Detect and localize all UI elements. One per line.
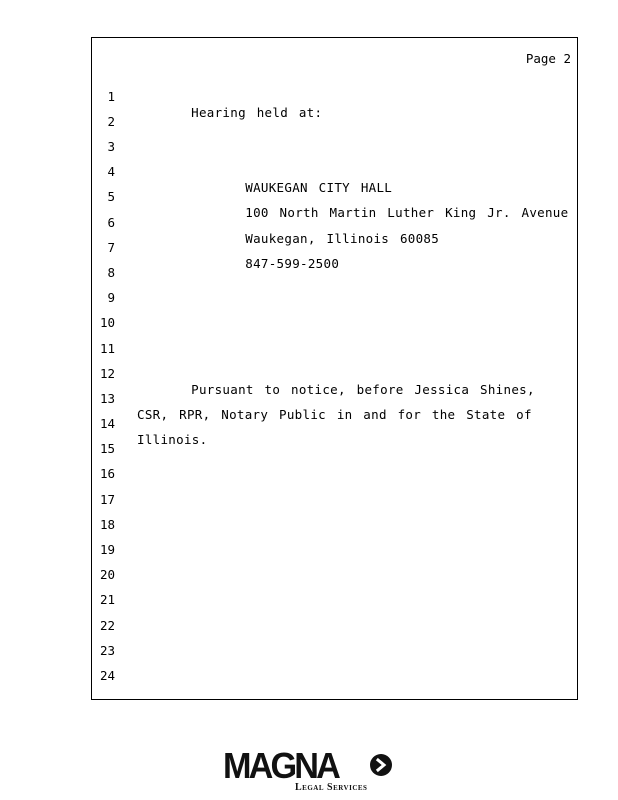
line-number: 18	[99, 517, 115, 532]
line-number: 14	[99, 416, 115, 431]
transcript-line	[92, 274, 137, 305]
line-number: 12	[99, 366, 115, 381]
line-text: 100 North Martin Luther King Jr. Avenue	[137, 205, 569, 220]
logo-subtext: Legal Services	[295, 782, 368, 793]
transcript-line	[92, 98, 137, 129]
chevron-right-icon	[370, 754, 392, 776]
transcript-line	[92, 249, 137, 280]
transcript-line	[92, 299, 137, 330]
line-text: Waukegan, Illinois 60085	[137, 231, 440, 246]
line-number: 19	[99, 542, 115, 557]
chevron-right-circle-icon	[370, 754, 392, 776]
magna-logo	[223, 745, 395, 794]
transcript-line	[92, 350, 535, 397]
line-number: 3	[107, 139, 115, 154]
line-number: 15	[99, 441, 115, 456]
transcript-line	[92, 576, 137, 607]
transcript-line	[92, 148, 393, 195]
transcript-line	[92, 526, 137, 557]
line-text: Hearing held at:	[137, 105, 323, 120]
transcript-line	[92, 476, 137, 507]
transcript-line	[92, 551, 137, 582]
line-number: 17	[99, 492, 115, 507]
line-number: 8	[107, 265, 115, 280]
transcript-line	[92, 652, 137, 683]
line-number: 1	[107, 89, 115, 104]
transcript-line	[92, 425, 137, 456]
line-number: 5	[107, 189, 115, 204]
line-number: 10	[99, 315, 115, 330]
line-number: 6	[107, 215, 115, 230]
transcript-line	[92, 123, 137, 154]
line-number: 9	[107, 290, 115, 305]
line-text: CSR, RPR, Notary Public in and for the State of	[137, 407, 532, 422]
transcript-line	[92, 325, 137, 356]
transcript-line	[92, 501, 137, 532]
line-number: 23	[99, 643, 115, 658]
transcript-page	[91, 37, 578, 700]
transcript-line	[92, 627, 137, 658]
line-text: Pursuant to notice, before Jessica Shines,	[137, 382, 535, 397]
line-text: Illinois.	[137, 432, 208, 447]
logo-wordmark: MAGNA	[223, 745, 338, 786]
transcript-line	[92, 73, 323, 120]
line-number: 2	[107, 114, 115, 129]
line-number: 22	[99, 618, 115, 633]
line-number: 24	[99, 668, 115, 683]
page-number: Page 2	[525, 51, 571, 66]
line-number: 13	[99, 391, 115, 406]
transcript-line	[92, 400, 208, 447]
line-number: 16	[99, 466, 115, 481]
line-number: 20	[99, 567, 115, 582]
transcript-line	[92, 450, 137, 481]
line-number: 11	[99, 341, 115, 356]
line-text: 847-599-2500	[137, 256, 340, 271]
line-number: 4	[107, 164, 115, 179]
line-number: 7	[107, 240, 115, 255]
line-number: 21	[99, 592, 115, 607]
transcript-line	[92, 602, 137, 633]
line-text: WAUKEGAN CITY HALL	[137, 180, 393, 195]
